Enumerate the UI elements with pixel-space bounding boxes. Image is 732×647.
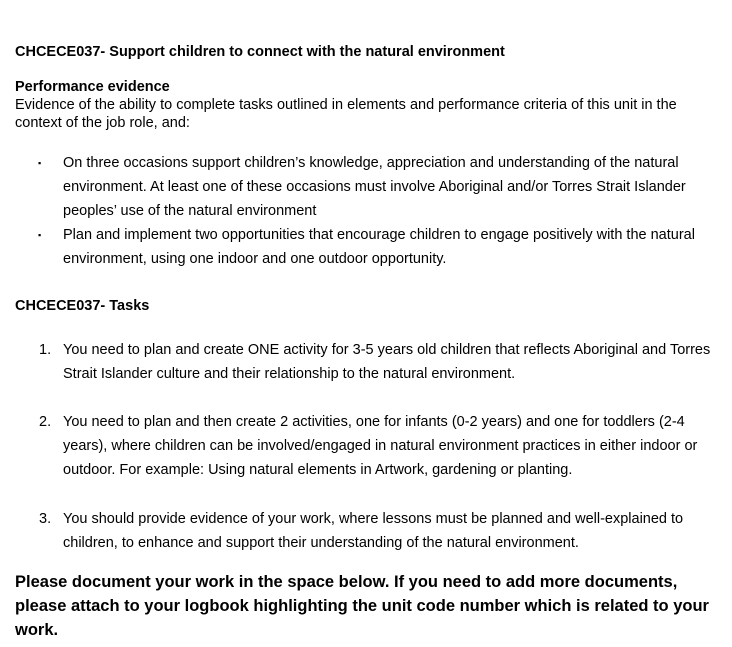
task-item xyxy=(15,338,715,386)
task-number: 1. xyxy=(39,342,52,358)
task-number: 2. xyxy=(39,414,52,430)
task-text: You need to plan and then create 2 activities, one for infants (0-2 years) and one for toddlers (2-4 years), where children can be involved/engaged in natural environment practices in either indoor or outdoor. For example: Using natural elements in Artwork, gardening or planting. xyxy=(63,414,698,478)
bullet-icon: ▪ xyxy=(38,158,42,168)
performance-evidence-heading: Performance evidence xyxy=(15,79,170,95)
bullet-text: Plan and implement two opportunities that encourage children to engage positively with the natural environment, using one indoor and one outdoor opportunity. xyxy=(63,227,695,267)
tasks-heading: CHCECE037- Tasks xyxy=(15,298,150,314)
task-text: You should provide evidence of your work, where lessons must be planned and well-explained to children, to enhance and support their understanding of the natural environment. xyxy=(63,511,684,551)
task-item xyxy=(15,410,715,482)
performance-evidence-list xyxy=(15,151,715,271)
closing-instruction: Please document your work in the space below. If you need to add more documents, please attach to your logbook highlighting the unit code number which is related to your work. xyxy=(15,573,709,639)
bullet-text: On three occasions support children’s knowledge, appreciation and understanding of the natural environment. At least one of these occasions must involve Aboriginal and/or Torres Strait Islander peoples’ use of the natural environment xyxy=(63,155,686,219)
unit-title: CHCECE037- Support children to connect with the natural environment xyxy=(15,44,505,60)
task-number: 3. xyxy=(39,511,52,527)
bullet-icon: ▪ xyxy=(38,230,42,240)
performance-evidence-intro: Evidence of the ability to complete tasks outlined in elements and performance criteria of this unit in the context of the job role, and: xyxy=(15,97,677,131)
task-item xyxy=(15,507,715,555)
list-item xyxy=(15,223,715,271)
task-text: You need to plan and create ONE activity for 3-5 years old children that reflects Aboriginal and Torres Strait Islander culture and their relationship to the natural environment. xyxy=(63,342,711,382)
list-item xyxy=(15,151,715,223)
